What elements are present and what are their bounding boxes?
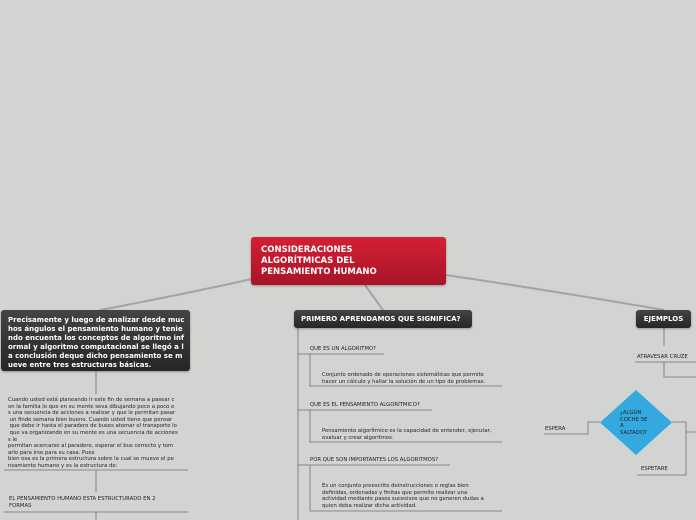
answer-por-que-importantes: Es un conjunto preescrito deinstrucciones o reglas bien definidas, ordenadas y finitas que permite realizar una actividad mediante pasos sucesivos que no generen dudas a quien deba realizar dicha actividad. (322, 483, 484, 509)
topic-primero-aprendamos-text: PRIMERO APRENDAMOS QUE SIGNIFICA? (301, 315, 461, 323)
topic-ejemplos-text: EJEMPLOS (643, 315, 684, 323)
subtopic-que-es-algoritmo[interactable]: QUE ES UN ALGORITMO? (310, 346, 376, 352)
subtopic-espetare[interactable]: ESPETARE (641, 466, 668, 472)
topic-estructuras-basicas[interactable] (1, 310, 190, 371)
subtopic-espera[interactable]: ESPERA (545, 426, 566, 432)
decision-diamond[interactable] (600, 390, 672, 455)
topic-estructuras-basicas-text: Precisamente y luego de analizar desde muc hos ángulos el pensamiento humano y tenie ndo encuenta los conceptos de algoritmo inf ormal y algoritmo computacional se llegó a l a conclusión deque dicho pensamiento se m ueve entre tres estructuras básicas. (8, 316, 185, 369)
subtopic-dos-formas: EL PENSAMIENTO HUMANO ESTA ESTRUCTURADO EN 2 FORMAS (9, 496, 156, 509)
topic-ejemplos[interactable] (636, 310, 691, 328)
subtopic-atravesar-cruze[interactable]: ATRAVESAR CRUZE (637, 354, 688, 360)
decision-diamond-label: ¿ALGÚN COCHE SE A SALTADO? (620, 410, 648, 436)
answer-pensamiento-algoritmico: Pensamiento algorítmico es la capacidad de entender, ejecutar, evaluar y crear algoritmos. (322, 428, 492, 441)
subtopic-por-que-importantes[interactable]: POR QUE SON IMPORTANTES LOS ALGORITMOS? (310, 457, 439, 463)
secuencia-paragraph: Cuando usted está planeando ir este fin de semana a pasear c on la familia lo que en su mente seva dibujando poco a poco e s una secuencia de acciones a realizar y que le permitan pasar un finde semana bien bueno. Cuando usted tiene que pensar que debe ir hasta el paradero de buses atomar el transporte lo que va organizando en su mente es una secuencia de acciones s le permitan acercarse al paradero, esperar el bus correcto y tom arlo para irse para su casa. Pues bien esa es la primera estructura sobre la cual se mueve el pe nsamiento humano y es la estructura de: (8, 397, 178, 469)
central-topic[interactable] (251, 237, 446, 285)
central-topic-title: CONSIDERACIONES ALGORÍTMICAS DEL PENSAMIENTO HUMANO (261, 245, 377, 277)
answer-que-es-algoritmo: Conjunto ordenado de operaciones sistemáticas que permite hacer un cálculo y hallar la solución de un tipo de problemas. (322, 372, 486, 385)
subtopic-pensamiento-algoritmico[interactable]: QUE ES EL PENSAMIENTO ALGORÍTMICO? (310, 402, 420, 408)
topic-primero-aprendamos[interactable] (294, 310, 472, 328)
